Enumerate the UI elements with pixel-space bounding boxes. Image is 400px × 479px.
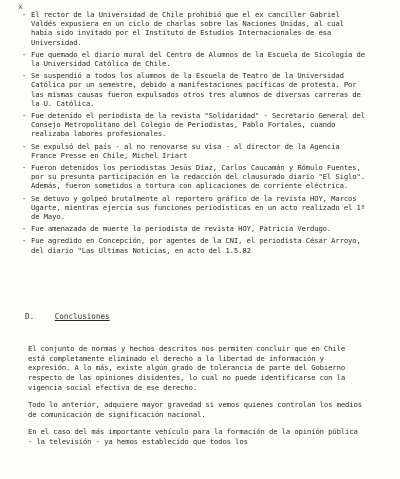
bullet-dash: - bbox=[22, 236, 27, 246]
list-item bbox=[22, 10, 367, 47]
list-item bbox=[22, 194, 367, 222]
list-item bbox=[22, 71, 367, 108]
item-list bbox=[22, 10, 367, 258]
section-letter: D. bbox=[25, 312, 35, 321]
paragraph: En el caso del más importante vehículo para la formación de la opinión pública - la televisión - ya hemos establecido que todos los bbox=[28, 427, 358, 446]
list-item-text: Se expulsó del país - al no renovarse su visa - al director de la Agencia France Presse en Chile, Michel Iriart bbox=[31, 141, 340, 160]
list-item bbox=[22, 224, 367, 233]
bullet-dash: - bbox=[22, 141, 27, 151]
list-item bbox=[22, 50, 367, 68]
bullet-dash: - bbox=[22, 163, 27, 173]
bullet-dash: - bbox=[22, 49, 27, 59]
list-item bbox=[22, 142, 367, 160]
list-item-text: Fueron detenidos los periodistas Jesús Díaz, Carlos Caucamán y Rómulo Fuentes, por su presunta participación en la redacción del clausurado diario "El Siglo". Además, fueron sometidos a tortura con aplicaciones de corriente eléctrica. bbox=[31, 163, 365, 191]
paragraph: Todo lo anterior, adquiere mayor gravedad si vemos quienes controlan los medios de comunicación de significación nacional. bbox=[28, 400, 362, 419]
list-item-text: Se detuvo y golpeó brutalmente al reportero gráfico de la revista HOY, Marcos Ugarte, mientras ejercía sus funciones periodísticas en un acto realizado el 1º de Mayo. bbox=[31, 193, 365, 222]
list-item-text: Fue detenido el periodista de la revista "Solidaridad" - Secretario General del Consejo Metropolitano del Colegio de Periodistas, Pablo Fortales, cuando realizaba labores profesionales. bbox=[31, 111, 365, 139]
paragraph: El conjunto de normas y hechos descritos nos permiten concluir que en Chile está completamente eliminado el derecho a la libertad de información y expresión. A lo más, existe algún grado de tolerancia de parte del Gobierno respecto de las opiniones disidentes, lo cual no puede identificarse con la vigencia social efectiva de ese derecho. bbox=[28, 344, 346, 392]
corner-mark: x bbox=[18, 2, 23, 11]
bullet-dash: - bbox=[22, 71, 27, 81]
list-item-text: Fue amenazada de muerte la periodista de revista HOY, Patricia Verdugo. bbox=[31, 224, 332, 234]
list-item-text: Se suspendió a todos los alumnos de la Escuela de Teatro de la Universidad Católica por un semestre, debido a manifestaciones pacíficas de protesta. Por las mismas causas fueron expulsados otros tres alumnos de diversas carreras de la U. Católica. bbox=[31, 71, 361, 108]
section-header bbox=[25, 312, 110, 321]
list-item-text: Fue agredido en Concepción, por agentes de la CNI, el periodista César Arroyo, del diario "Las Ultimas Noticias, en acto del 1.5.82 bbox=[31, 236, 361, 255]
list-item bbox=[22, 236, 367, 254]
list-item bbox=[22, 163, 367, 191]
list-item bbox=[22, 111, 367, 139]
bullet-dash: - bbox=[22, 111, 27, 121]
conclusions-body bbox=[28, 337, 366, 455]
list-item-text: El rector de la Universidad de Chile prohibió que el ex canciller Gabriel Valdés expusiera en un ciclo de charlas sobre las Naciones Unidas, al cual había sido invitado por el Instituto de Estudios Internacionales de esa Universidad. bbox=[31, 10, 344, 47]
bullet-dash: - bbox=[22, 224, 27, 234]
bullet-dash: - bbox=[22, 10, 27, 19]
bullet-dash: - bbox=[22, 193, 27, 203]
section-heading: Conclusiones bbox=[54, 312, 110, 321]
list-item-text: Fue quemado el diario mural del Centro de Alumnos de la Escuela de Sicología de la Universidad Católica de Chile. bbox=[31, 49, 365, 69]
